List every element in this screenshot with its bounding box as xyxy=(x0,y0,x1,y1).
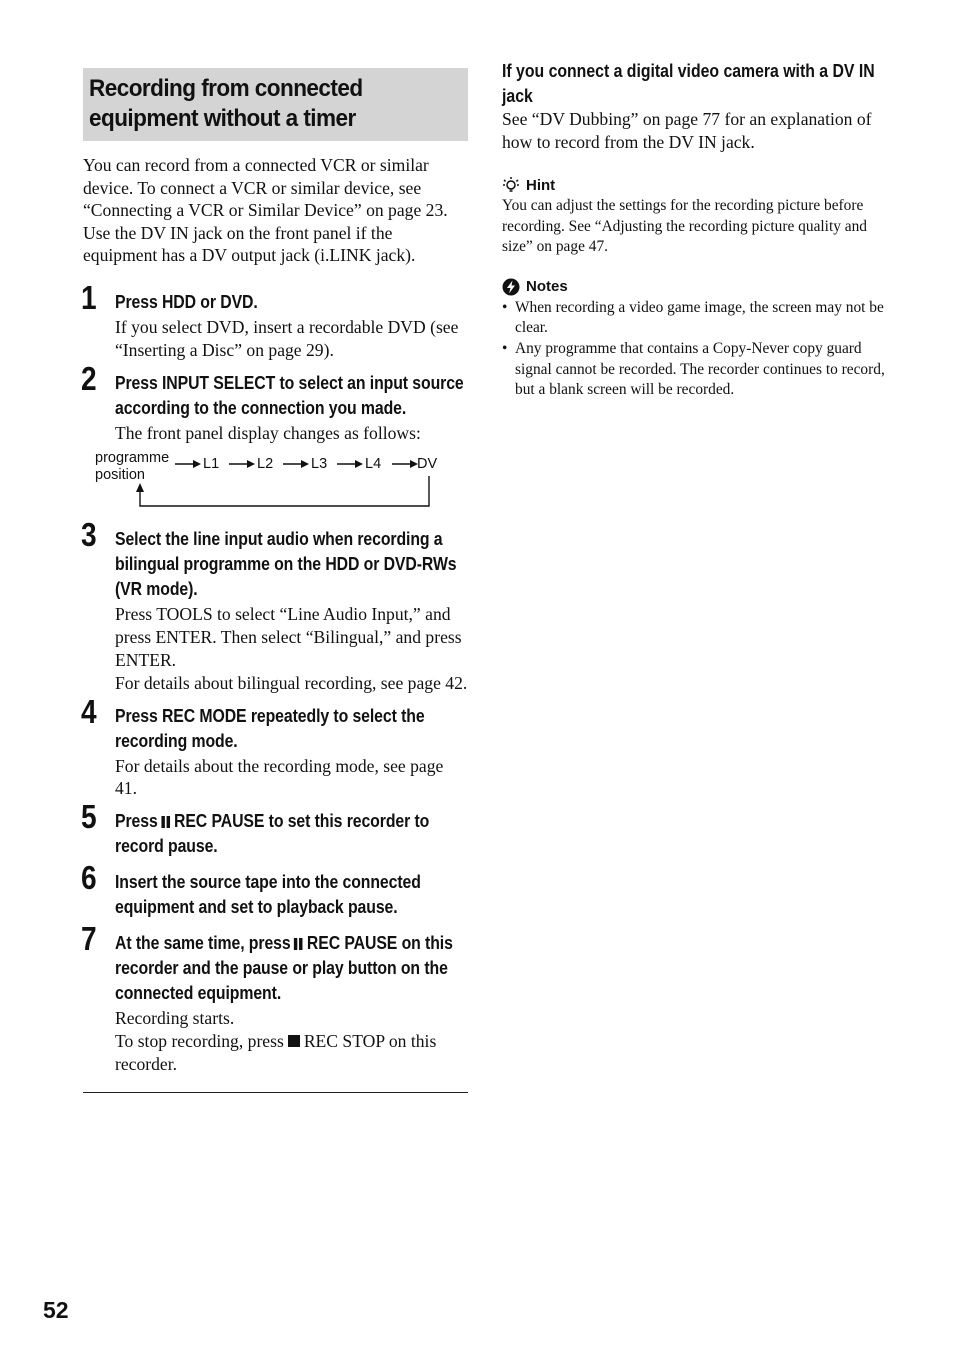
intro-paragraph: You can record from a connected VCR or similar device. To connect a VCR or similar device, see “Connecting a VCR or Similar Device” on page 23. Use the DV IN jack on the front panel if the equipment has a DV output jack (i.LINK jack). xyxy=(83,155,448,266)
step-number: 5 xyxy=(81,798,97,836)
flow-item: L3 xyxy=(311,456,328,473)
stop-text-pre: To stop recording, press xyxy=(115,1030,284,1051)
step-number: 4 xyxy=(81,692,97,730)
flow-item: L4 xyxy=(365,456,382,473)
step-body-extra: For details about bilingual recording, see page 42. xyxy=(115,672,468,693)
step-6 xyxy=(81,859,468,919)
step-number: 3 xyxy=(81,516,97,554)
right-column xyxy=(502,58,897,401)
step-heading: Press INPUT SELECT to select an input source according to the connection you made. xyxy=(115,371,464,418)
input-flow-diagram xyxy=(95,450,468,518)
step-number: 7 xyxy=(81,920,97,958)
pause-icon xyxy=(160,816,171,828)
step-heading-post: REC PAUSE to set this recorder to record pause. xyxy=(115,810,430,857)
step-number: 6 xyxy=(81,859,97,897)
step-3 xyxy=(81,516,468,694)
flow-item: L1 xyxy=(203,456,220,473)
step-body: Recording starts. xyxy=(115,1008,235,1029)
page-number: 52 xyxy=(43,1297,69,1323)
flow-start-label: programme position xyxy=(95,450,170,484)
stop-text-post: REC STOP on this recorder. xyxy=(115,1030,437,1074)
step-body-extra xyxy=(115,1030,468,1076)
step-body: Press TOOLS to select “Line Audio Input,” and press ENTER. Then select “Bilingual,” and press ENTER. xyxy=(115,604,462,670)
notes-list xyxy=(502,298,897,401)
hint-title-text: Hint xyxy=(526,176,556,194)
step-heading: Select the line input audio when recording a bilingual programme on the HDD or DVD-RWs (VR mode). xyxy=(115,528,457,600)
notes-icon xyxy=(502,278,520,296)
step-heading-pre: Press xyxy=(115,810,158,832)
step-body: If you select DVD, insert a recordable DVD (see “Inserting a Disc” on page 29). xyxy=(115,316,459,360)
step-body: For details about the recording mode, see page 41. xyxy=(115,755,444,799)
step-7 xyxy=(81,920,468,1075)
notes-title xyxy=(502,278,897,296)
step-1 xyxy=(81,278,468,362)
section-title: Recording from connected equipment without a timer xyxy=(89,75,363,132)
section-title-box xyxy=(83,68,468,141)
section-end-rule xyxy=(83,1092,468,1093)
stop-icon xyxy=(288,1035,300,1047)
step-4 xyxy=(81,692,468,801)
step-heading: Insert the source tape into the connected equipment and set to playback pause. xyxy=(115,871,421,918)
step-heading: Press REC MODE repeatedly to select the recording mode. xyxy=(115,704,425,751)
step-body: The front panel display changes as follows: xyxy=(115,422,421,443)
flow-arrows xyxy=(95,450,455,518)
notes-title-text: Notes xyxy=(526,278,568,296)
step-5 xyxy=(81,798,468,858)
list-item: • When recording a video game image, the screen may not be clear. xyxy=(502,298,897,339)
step-number: 2 xyxy=(81,359,97,397)
step-heading: Press HDD or DVD. xyxy=(115,290,258,312)
step-heading xyxy=(115,808,467,858)
step-heading xyxy=(115,930,467,1005)
flow-item: L2 xyxy=(257,456,274,473)
step-heading-pre: At the same time, press xyxy=(115,932,291,954)
hint-title xyxy=(502,176,897,194)
dv-heading: If you connect a digital video camera with a DV IN jack xyxy=(502,60,875,106)
step-2 xyxy=(81,359,468,519)
list-item: • Any programme that contains a Copy-Never copy guard signal cannot be recorded. The recorder continues to record, but a blank screen will be recorded. xyxy=(502,339,897,401)
step-number: 1 xyxy=(81,278,97,316)
dv-body: See “DV Dubbing” on page 77 for an explanation of how to record from the DV IN jack. xyxy=(502,109,872,152)
flow-item: DV xyxy=(417,456,438,473)
hint-body: You can adjust the settings for the recording picture before recording. See “Adjusting the recording picture quality and size” on page 47. xyxy=(502,197,867,256)
step-heading-post: REC PAUSE on this recorder and the pause or play button on the connected equipment. xyxy=(115,932,453,1004)
pause-icon xyxy=(293,938,304,950)
left-column xyxy=(83,68,468,1093)
lightbulb-icon xyxy=(502,176,520,194)
